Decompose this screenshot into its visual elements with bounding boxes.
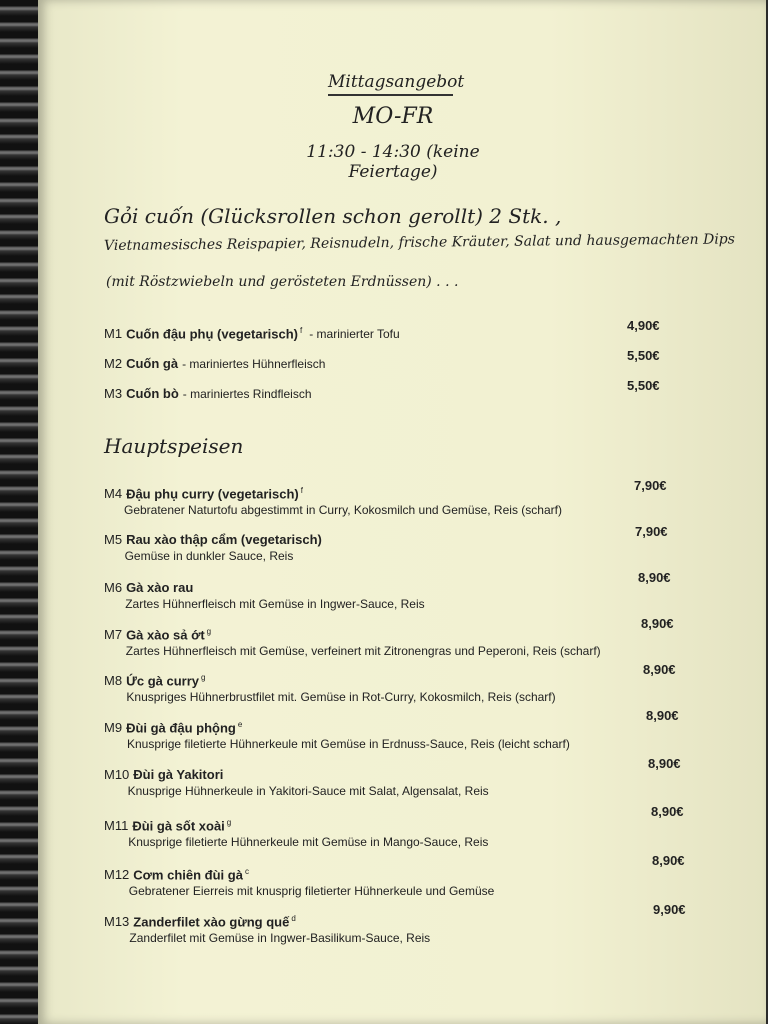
- menu-item: [104, 486, 306, 501]
- item-name: Ức gà curry: [126, 673, 199, 689]
- item-code: M9: [104, 720, 123, 736]
- allergen-mark: d: [291, 914, 296, 923]
- item-price: 7,90€: [634, 478, 667, 493]
- item-description: Knusprige filetierte Hühnerkeule mit Gemüse in Mango-Sauce, Reis: [128, 835, 489, 849]
- item-description: Gebratener Naturtofu abgestimmt in Curry, Kokosmilch und Gemüse, Reis (scharf): [124, 503, 562, 517]
- item-name: Gà xào rau: [126, 580, 194, 595]
- allergen-mark: f: [300, 486, 303, 495]
- item-price: 8,90€: [638, 570, 671, 585]
- allergen-mark: e: [237, 720, 243, 729]
- item-code: M6: [104, 580, 123, 595]
- item-description: - mariniertes Hühnerfleisch: [182, 357, 326, 371]
- menu-item: [104, 867, 252, 882]
- menu-item: [104, 627, 214, 642]
- item-price: 8,90€: [641, 616, 674, 631]
- item-code: M8: [104, 673, 123, 689]
- menu-item: [104, 532, 322, 547]
- menu-days: MO-FR: [352, 104, 434, 129]
- item-description: Zartes Hühnerfleisch mit Gemüse in Ingwer-Sauce, Reis: [125, 597, 425, 611]
- item-price: 4,90€: [627, 318, 660, 333]
- allergen-mark: f: [299, 326, 303, 335]
- item-name: Zanderfilet xào gừng quế: [133, 914, 290, 930]
- item-name: Đùi gà Yakitori: [133, 767, 224, 782]
- item-name: Cuốn gà: [126, 356, 179, 371]
- allergen-mark: g: [201, 673, 206, 682]
- item-code: M10: [104, 767, 130, 782]
- item-code: M1: [104, 326, 123, 342]
- allergen-mark: c: [244, 867, 249, 876]
- menu-item: [104, 914, 299, 929]
- item-code: M13: [104, 914, 130, 930]
- item-description: Gebratener Eierreis mit knusprig filetierter Hühnerkeule und Gemüse: [128, 884, 495, 898]
- item-code: M12: [104, 867, 130, 883]
- goi-cuon-title: Gỏi cuốn (Glücksrollen schon gerollt) 2 Stk. ,: [104, 204, 562, 228]
- item-name: Cuốn bò: [126, 386, 179, 401]
- item-price: 8,90€: [652, 853, 685, 868]
- item-name: Đùi gà đậu phộng: [126, 720, 236, 736]
- item-description: Knusprige Hühnerkeule in Yakitori-Sauce mit Salat, Algensalat, Reis: [127, 784, 489, 798]
- item-code: M2: [104, 356, 123, 371]
- item-code: M4: [104, 486, 123, 502]
- item-name: Gà xào sả ớt: [126, 627, 205, 643]
- menu-item: [104, 673, 208, 688]
- item-price: 8,90€: [646, 708, 679, 723]
- item-description: Zanderfilet mit Gemüse in Ingwer-Basilikum-Sauce, Reis: [129, 931, 431, 945]
- goi-cuon-description: Vietnamesisches Reispapier, Reisnudeln, frische Kräuter, Salat und hausgemachten Dips: [103, 231, 736, 254]
- menu-item: [104, 818, 234, 833]
- allergen-mark: g: [226, 818, 232, 827]
- item-description: - mariniertes Rindfleisch: [182, 387, 312, 401]
- item-price: 8,90€: [643, 662, 676, 677]
- hauptspeisen-title: Hauptspeisen: [104, 434, 244, 458]
- item-price: 9,90€: [653, 902, 686, 917]
- menu-item: [104, 767, 223, 782]
- item-name: Rau xào thập cẩm (vegetarisch): [126, 532, 322, 547]
- item-description: Zartes Hühnerfleisch mit Gemüse, verfeinert mit Zitronengras und Peperoni, Reis (scharf): [125, 644, 601, 658]
- item-name: Cơm chiên đùi gà: [133, 867, 243, 883]
- item-description: Knusprige filetierte Hühnerkeule mit Gemüse in Erdnuss-Sauce, Reis (leicht scharf): [127, 737, 570, 751]
- item-price: 8,90€: [651, 804, 684, 819]
- item-description: Knuspriges Hühnerbrustfilet mit. Gemüse in Rot-Curry, Kokosmilch, Reis (scharf): [126, 690, 556, 704]
- item-name: Cuốn đậu phụ (vegetarisch): [126, 326, 298, 342]
- item-price: 8,90€: [648, 756, 681, 771]
- item-code: M7: [104, 627, 123, 643]
- item-code: M5: [104, 532, 123, 547]
- menu-heading: Mittagsangebot: [328, 72, 453, 96]
- item-price: 5,50€: [627, 378, 660, 393]
- spiral-binding: [0, 0, 40, 1024]
- goi-cuon-description-extra: (mit Röstzwiebeln und gerösteten Erdnüssen) . . .: [106, 274, 459, 290]
- item-code: M3: [104, 386, 123, 401]
- item-description: Gemüse in dunkler Sauce, Reis: [124, 549, 294, 563]
- item-name: Đậu phụ curry (vegetarisch): [126, 486, 299, 502]
- allergen-mark: g: [206, 627, 212, 636]
- menu-item: [104, 326, 400, 341]
- item-name: Đùi gà sốt xoài: [132, 818, 225, 834]
- menu-item: [104, 356, 325, 371]
- menu-page: [38, 0, 766, 1024]
- item-description: - marinierter Tofu: [309, 327, 400, 342]
- menu-hours: 11:30 - 14:30 (keine Feiertage): [306, 142, 480, 182]
- item-price: 7,90€: [635, 524, 668, 539]
- menu-item: [104, 580, 193, 595]
- item-price: 5,50€: [627, 348, 660, 363]
- menu-item: [104, 386, 312, 401]
- menu-item: [104, 720, 245, 735]
- item-code: M11: [104, 818, 129, 834]
